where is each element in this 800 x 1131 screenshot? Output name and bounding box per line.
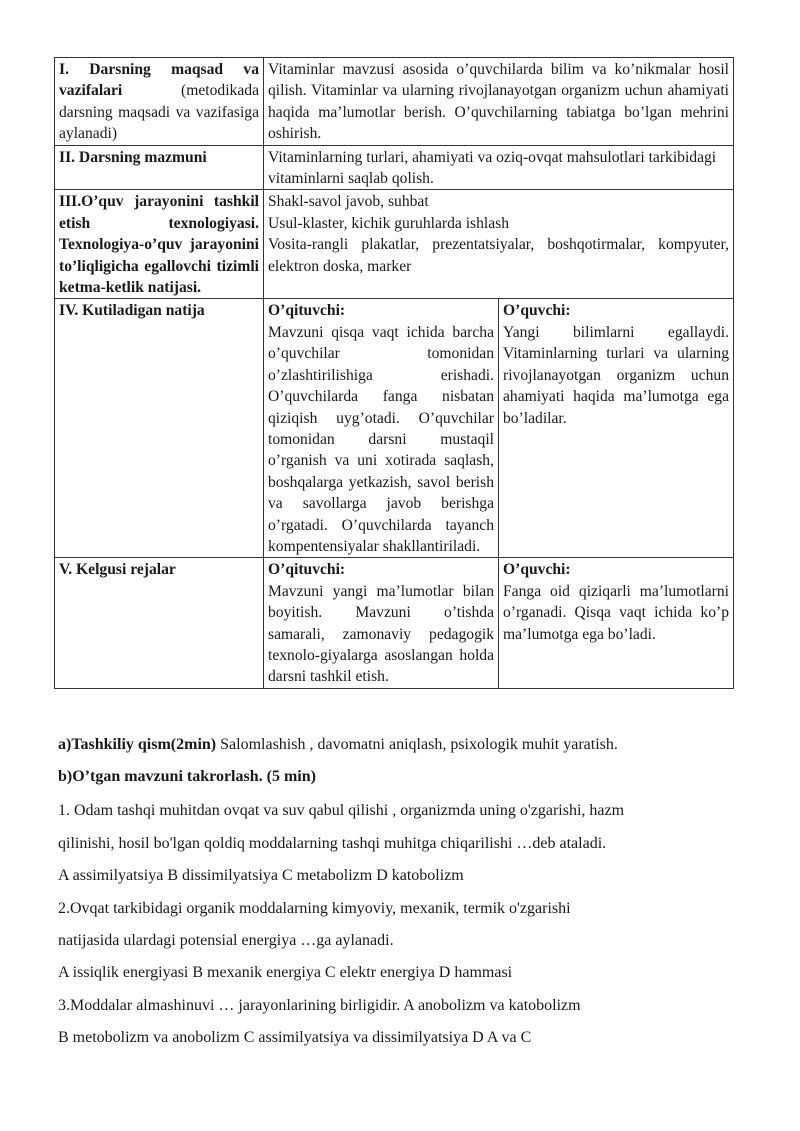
technology-content (264, 190, 734, 299)
expected-teacher-cell (264, 299, 499, 558)
technology-tools: Vosita-rangli plakatlar, prezentatsiyalar, boshqotirmalar, kompyuter, elektron doska, marker (268, 236, 729, 275)
lesson-plan-table (54, 57, 734, 689)
technology-form: Shakl-savol javob, suhbat (268, 193, 429, 211)
student-heading: O’quvchi: (503, 561, 571, 579)
goals-label-note: (metodikada darsning maqsadi va vazifasiga aylanadi) (59, 82, 259, 143)
question-1-line-1: 1. Odam tashqi muhitdan ovqat va suv qabul qilishi , organizmda uning o'zgarishi, hazm (58, 802, 625, 819)
row-label-content: II. Darsning mazmuni (55, 145, 264, 190)
question-2-options: A issiqlik energiyasi B mexanik energiya C elektr energiya D hammasi (58, 964, 513, 981)
teacher-heading: O’qituvchi: (268, 561, 346, 579)
goals-label-bold: I. Darsning maqsad va vazifalari (59, 61, 259, 100)
section-a (58, 736, 758, 754)
table-row (55, 58, 734, 146)
student-heading: O’quvchi: (503, 302, 571, 320)
question-3-line-1: 3.Moddalar almashinuvi … jarayonlarining birligidir. A anobolizm va katobolizm (58, 997, 581, 1014)
table-row (55, 558, 734, 688)
question-1-options: A assimilyatsiya B dissimilyatsiya C metabolizm D katobolizm (58, 867, 464, 884)
table-row (55, 190, 734, 299)
technology-method: Usul-klaster, kichik guruhlarda ishlash (268, 214, 510, 232)
section-a-text: Salomlashish , davomatni aniqlash, psixologik muhit yaratish. (216, 736, 618, 753)
section-b-heading: b)O’tgan mavzuni takrorlash. (5 min) (58, 768, 316, 785)
row-label-goals (55, 58, 264, 146)
teacher-text: Mavzuni yangi ma’lumotlar bilan boyitish. Mavzuni o’tishda samarali, zamonaviy pedagogik texnolo-giyalarga asoslangan holda darsni tashkil etish. (268, 582, 494, 686)
plans-teacher-cell (264, 558, 499, 688)
row-label-future-plans: V. Kelgusi rejalar (55, 558, 264, 688)
section-a-heading: a)Tashkiliy qism(2min) (58, 736, 217, 753)
question-1-line-2: qilinishi, hosil bo'lgan qoldiq moddalarning tashqi muhitga chiqarilishi …deb ataladi. (58, 835, 607, 852)
row-label-technology: III.O’quv jarayonini tashkil etish texnologiyasi. Texnologiya-o’quv jarayonini to’liqligicha egallovchi tizimli ketma-ketlik natijasi. (55, 190, 264, 299)
table-row (55, 145, 734, 190)
row-label-expected-result: IV. Kutiladigan natija (55, 299, 264, 558)
expected-student-cell (499, 299, 734, 558)
goals-content: Vitaminlar mavzusi asosida o’quvchilarda bilim va ko’nikmalar hosil qilish. Vitaminlar va ularning rivojlanayotgan organizm uchun ahamiyati haqida ma’lumotlar berish. O’quvchilarning tabiatga bo’lgan mehrini oshirish. (264, 58, 734, 146)
question-2-line-2: natijasida ulardagi potensial energiya …ga aylanadi. (58, 932, 394, 949)
question-3-line-2: B metobolizm va anobolizm C assimilyatsiya va dissimilyatsiya D A va C (58, 1029, 532, 1046)
teacher-text: Mavzuni qisqa vaqt ichida barcha o’quvchilar tomonidan o’zlashtirilishiga erishadi. O’quvchilarda fanga nisbatan qiziqish uyg’otadi. O’quvchilar tomonidan darsni mustaqil o’rganish va uni xotirada saqlash, boshqalarga yetkazish, savol berish va savollarga javob berishga o’rgatadi. O’quvchilarda tayanch kompentensiyalar shakllantiriladi. (268, 323, 494, 555)
teacher-heading: O’qituvchi: (268, 302, 346, 320)
question-2-line-1: 2.Ovqat tarkibidagi organik moddalarning kimyoviy, mexanik, termik o'zgarishi (58, 900, 571, 917)
content-text: Vitaminlarning turlari, ahamiyati va oziq-ovqat mahsulotlari tarkibidagi vitaminlarni saqlab qolish. (264, 145, 734, 190)
student-text: Fanga oid qiziqarli ma’lumotlarni o’rganadi. Qisqa vaqt ichida ko’p ma’lumotga ega bo’ladi. (503, 582, 729, 643)
table-row (55, 299, 734, 558)
plans-student-cell (499, 558, 734, 688)
student-text: Yangi bilimlarni egallaydi. Vitaminlarning turlari va ularning rivojlanayotgan organizm uchun ahamiyati haqida ma’lumotga ega bo’ladilar. (503, 323, 729, 427)
